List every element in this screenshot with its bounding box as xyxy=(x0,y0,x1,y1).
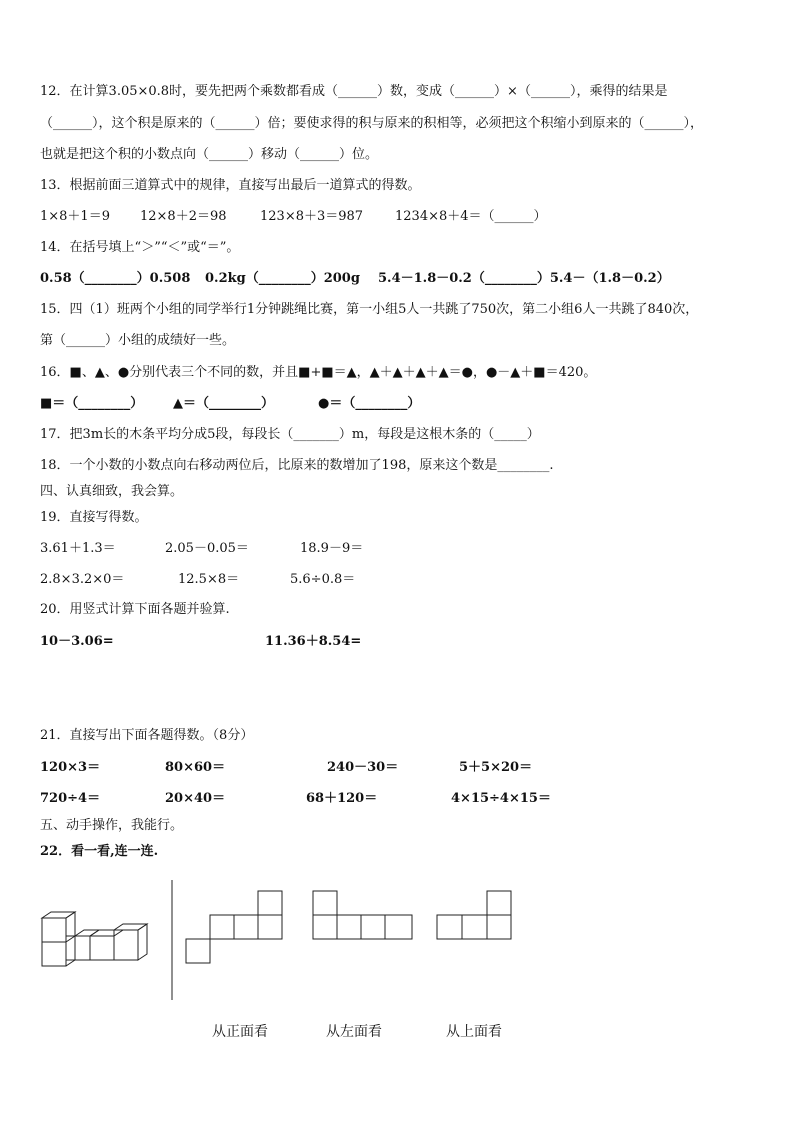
q16-item: ■＝（________） xyxy=(40,396,144,411)
q21-item: 240－30＝ xyxy=(327,760,399,775)
q21-item: 5＋5×20＝ xyxy=(459,760,533,775)
q19-item: 12.5×8＝ xyxy=(178,572,240,587)
q16-item: ●＝（________） xyxy=(318,396,421,411)
view-shape-1 xyxy=(186,891,282,963)
q14-item: 5.4－1.8－0.2（________）5.4－（1.8－0.2） xyxy=(378,271,670,286)
section-5-title: 五、动手操作，我能行。 xyxy=(40,818,184,833)
q18-text: 18．一个小数的小数点向右移动两位后，比原来的数增加了198，原来这个数是________. xyxy=(40,458,554,473)
q19-item: 18.9－9＝ xyxy=(300,541,364,556)
q19-item: 5.6÷0.8＝ xyxy=(290,572,356,587)
q16-item: ▲＝（________） xyxy=(173,396,274,411)
q20-item: 11.36＋8.54= xyxy=(265,634,362,649)
q13-item: 12×8＋2＝98 xyxy=(140,209,227,224)
q15-line2: 第（______）小组的成绩好一些。 xyxy=(40,333,236,348)
q12-line3: 也就是把这个积的小数点向（______）移动（______）位。 xyxy=(40,147,379,162)
q21-item: 720÷4＝ xyxy=(40,791,101,806)
q21-item: 20×40＝ xyxy=(165,791,226,806)
q19-prompt: 19．直接写得数。 xyxy=(40,510,148,525)
q12-line1: 12．在计算3.05×0.8时，要先把两个乘数都看成（______）数，变成（______）×（______），乘得的结果是 xyxy=(40,84,668,99)
q21-item: 68＋120＝ xyxy=(306,791,378,806)
q13-item: 1×8＋1＝9 xyxy=(40,209,110,224)
q21-item: 80×60＝ xyxy=(165,760,226,775)
q21-item: 4×15÷4×15＝ xyxy=(451,791,551,806)
q16-line1: 16．■、▲、●分别代表三个不同的数，并且■+■＝▲，▲＋▲＋▲＋▲＝●，●－▲＋■＝420。 xyxy=(40,365,597,380)
q13-item: 1234×8＋4＝（______） xyxy=(395,209,547,224)
q14-item: 0.2kg（________）200g xyxy=(205,271,360,286)
label-front-view: 从正面看 xyxy=(212,1024,268,1040)
q13-item: 123×8＋3＝987 xyxy=(260,209,364,224)
label-left-view: 从左面看 xyxy=(326,1024,382,1040)
q15-line1: 15．四（1）班两个小组的同学举行1分钟跳绳比赛，第一小组5人一共跳了750次，第二小组6人一共跳了840次， xyxy=(40,302,699,317)
section-4-title: 四、认真细致，我会算。 xyxy=(40,484,184,499)
view-shape-2 xyxy=(313,891,412,939)
q22-prompt: 22．看一看,连一连. xyxy=(40,844,159,859)
cube-stack-figure xyxy=(42,912,147,966)
view-shape-3 xyxy=(437,891,511,939)
q21-prompt: 21．直接写出下面各题得数。（8分） xyxy=(40,728,254,743)
q21-item: 120×3＝ xyxy=(40,760,101,775)
q12-line2: （______），这个积是原来的（______）倍；要使求得的积与原来的积相等，必须把这个积缩小到原来的（______）， xyxy=(40,116,704,131)
q17-text: 17．把3m长的木条平均分成5段，每段长（_______）m，每段是这根木条的（_____） xyxy=(40,427,540,442)
label-top-view: 从上面看 xyxy=(446,1024,502,1040)
q19-item: 2.8×3.2×0＝ xyxy=(40,572,125,587)
q13-prompt: 13．根据前面三道算式中的规律，直接写出最后一道算式的得数。 xyxy=(40,178,421,193)
q20-item: 10－3.06= xyxy=(40,634,114,649)
q19-item: 3.61＋1.3＝ xyxy=(40,541,116,556)
q14-prompt: 14．在括号填上“＞”“＜”或“＝”。 xyxy=(40,240,240,255)
q20-prompt: 20．用竖式计算下面各题并验算. xyxy=(40,602,230,617)
q14-item: 0.58（________）0.508 xyxy=(40,271,191,286)
q19-item: 2.05－0.05＝ xyxy=(165,541,249,556)
